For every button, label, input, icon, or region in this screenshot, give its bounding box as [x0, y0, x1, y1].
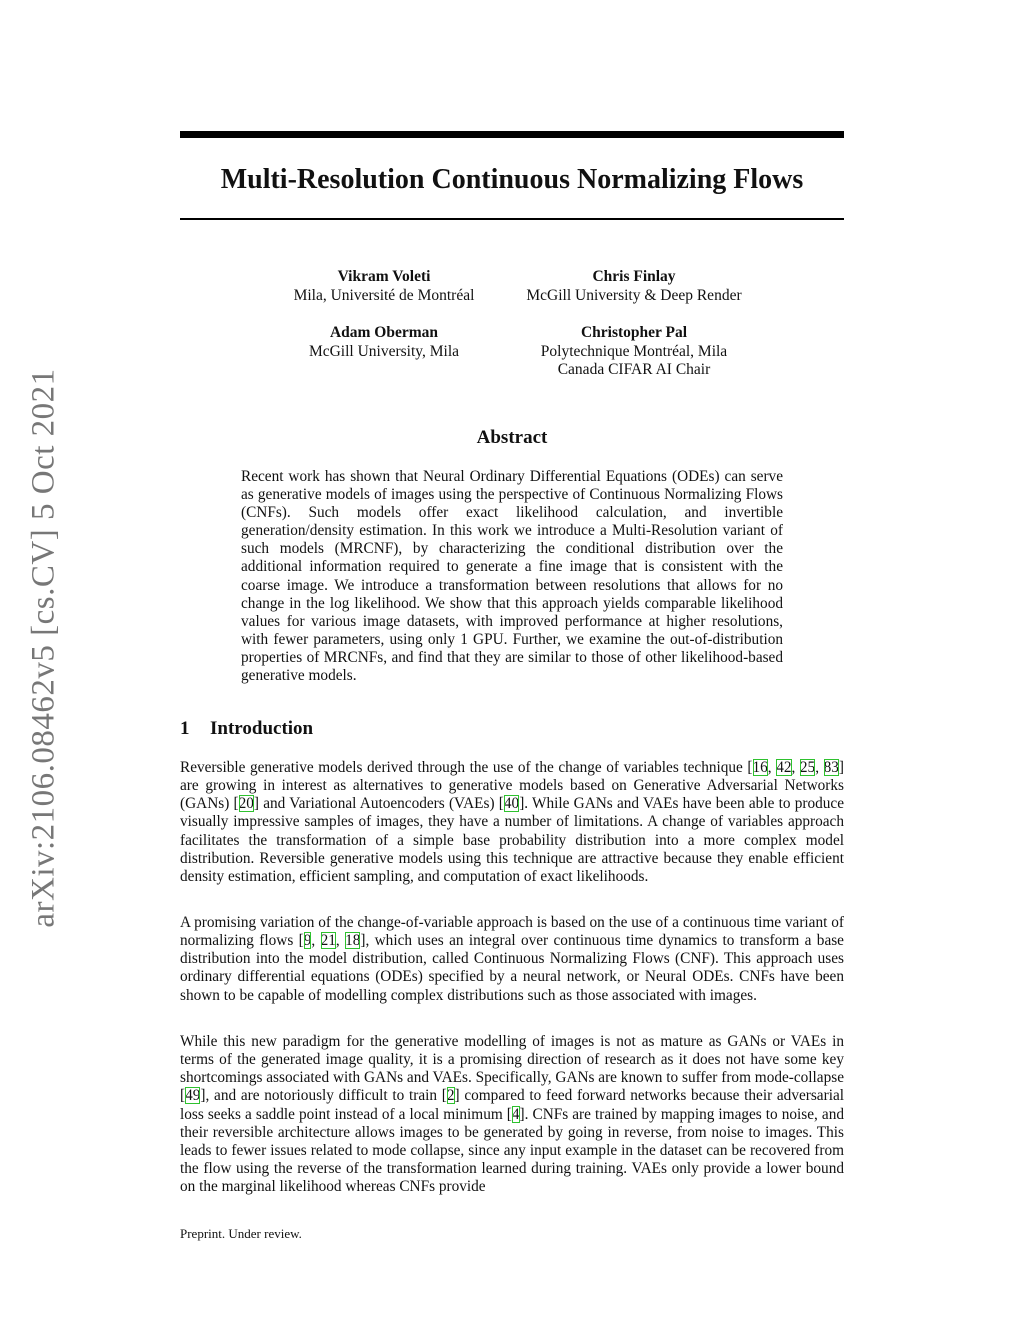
author-name: Chris Finlay [592, 268, 676, 285]
title-rule-top [180, 131, 844, 138]
author-block [244, 268, 524, 305]
citation-link[interactable]: 21 [320, 932, 336, 950]
text-run: While this new paradigm for the generative modelling of images is not as mature as GANs or VAEs in terms of the generated image quality, it is a promising direction of research as it does not have some key shortcomings associated with GANs and VAEs. Specifically, GANs are known to suffer from mode-collapse [ [180, 1033, 844, 1105]
text-run: ] compared to feed forward networks because their adversarial loss seeks a saddle point instead of a local minimum [ [180, 1087, 844, 1123]
text-run: ]. CNFs are trained by mapping images to noise, and their reversible architecture allows images to be generated by going in reverse, from noise to images. This leads to fewer issues related to mode collapse, since any input example in the dataset can be recovered from the flow using the reverse of the transformation learned during training. VAEs only provide a lower bound on the marginal likelihood whereas CNFs provide [180, 1105, 844, 1196]
author-block [244, 324, 524, 361]
author-name: Christopher Pal [580, 324, 688, 341]
author-affiliation: Mila, Université de Montréal [293, 286, 475, 304]
section-number: 1 [180, 718, 190, 739]
paper-title: Multi-Resolution Continuous Normalizing Flows [220, 164, 804, 195]
author-affiliation: Polytechnique Montréal, Mila [540, 342, 728, 360]
citation-link[interactable]: 16 [752, 759, 768, 776]
text-run: Reversible generative models derived through the use of the change of variables technique [ [180, 759, 753, 776]
abstract-heading: Abstract [476, 427, 548, 448]
section-title: Introduction [210, 718, 314, 739]
citation-link[interactable]: 4 [511, 1105, 520, 1123]
citation-link[interactable]: 9 [303, 932, 312, 950]
intro-paragraph-3 [180, 1033, 844, 1196]
text-run: ] are growing in interest as alternatives to generative models based on Generative Adversarial Networks (GANs) [ [180, 759, 845, 813]
citation-link[interactable]: 83 [823, 759, 839, 776]
text-run: ], which uses an integral over continuous time dynamics to transform a base distribution into the model distribution, called Continuous Normalizing Flows (CNF). This approach uses ordinary differential equations (ODEs) specified by a neural network, or Neural ODEs. CNFs have been shown to be capable of modelling complex distributions such as those associated with images. [180, 932, 844, 1004]
arxiv-stamp: arXiv:2106.08462v5 [cs.CV] 5 Oct 2021 [25, 368, 62, 928]
citation-link[interactable]: 18 [345, 932, 361, 950]
citation-link[interactable]: 2 [446, 1087, 455, 1105]
author-affiliation: McGill University, Mila [308, 342, 460, 360]
author-name: Vikram Voleti [337, 268, 431, 285]
abstract-text: Recent work has shown that Neural Ordinary Differential Equations (ODEs) can serve as generative models of images using the perspective of Continuous Normalizing Flows (CNFs). Such models offer exact likelihood calculation, and invertible generation/density estimation. In this work we introduce a Multi-Resolution variant of such models (MRCNF), by characterizing the conditional distribution over the additional information required to generate a fine image that is consistent with the coarse image. We introduce a transformation between resolutions that allows for no change in the log likelihood. We show that this approach yields comparable likelihood values for various image datasets, with improved performance at higher resolutions, with fewer parameters, using only 1 GPU. Further, we examine the out-of-distribution properties of MRCNFs, and find that they are similar to those of other likelihood-based generative models. [241, 468, 783, 685]
citation-link[interactable]: 25 [799, 759, 816, 776]
citation-link[interactable]: 49 [185, 1087, 201, 1105]
section-heading [180, 717, 313, 741]
author-name: Adam Oberman [329, 324, 439, 341]
text-run: A promising variation of the change-of-variable approach is based on the use of a continuous time variant of normalizing flows [ [180, 914, 844, 950]
author-block [494, 268, 774, 305]
citation-link[interactable]: 42 [776, 759, 792, 776]
intro-paragraph-1: Reversible generative models derived through the use of the change of variables technique [16, 42, 25, 83] are growing in interest as alternatives to generative models based on Generative Adversarial Networks (GANs) [20] and Variational Autoencoders (VAEs) [40]. While GANs and VAEs have been able to produce visually impressive samples of images, they have a number of limitations. A change of variables approach facilitates the transformation of a simple base probability distribution into a more complex model distribution. Reversible generative models using this technique are attractive because they enable efficient density estimation, efficient sampling, and computation of exact likelihoods. [180, 759, 845, 885]
intro-paragraph-2: A promising variation of the change-of-variable approach is based on the use of a continuous time variant of normalizing flows [9, 21, 18], which uses an integral over continuous time dynamics to transform a base distribution into the model distribution, called Continuous Normalizing Flows (CNF). This approach uses ordinary differential equations (ODEs) specified by a neural network, or Neural ODEs. CNFs have been shown to be capable of modelling complex distributions such as those associated with images. [180, 914, 844, 1004]
text-run: ]. While GANs and VAEs have been able to produce visually impressive samples of images, they have a number of limitations. A change of variables approach facilitates the transformation of a simple base probability distribution into a more complex model distribution. Reversible generative models using this technique are attractive because they enable efficient density estimation, efficient sampling, and computation of exact likelihoods. [180, 795, 844, 885]
author-affiliation: Canada CIFAR AI Chair [557, 361, 711, 378]
footer-note: Preprint. Under review. [180, 1226, 302, 1241]
citation-link[interactable]: 40 [503, 795, 520, 813]
text-run: ] and Variational Autoencoders (VAEs) [ [253, 795, 504, 813]
text-run: ], and are notoriously difficult to train [ [200, 1087, 447, 1105]
title-rule-bottom [180, 218, 844, 220]
citation-link[interactable]: 20 [238, 795, 254, 813]
author-affiliation: McGill University & Deep Render [526, 286, 742, 304]
author-block [494, 324, 774, 380]
